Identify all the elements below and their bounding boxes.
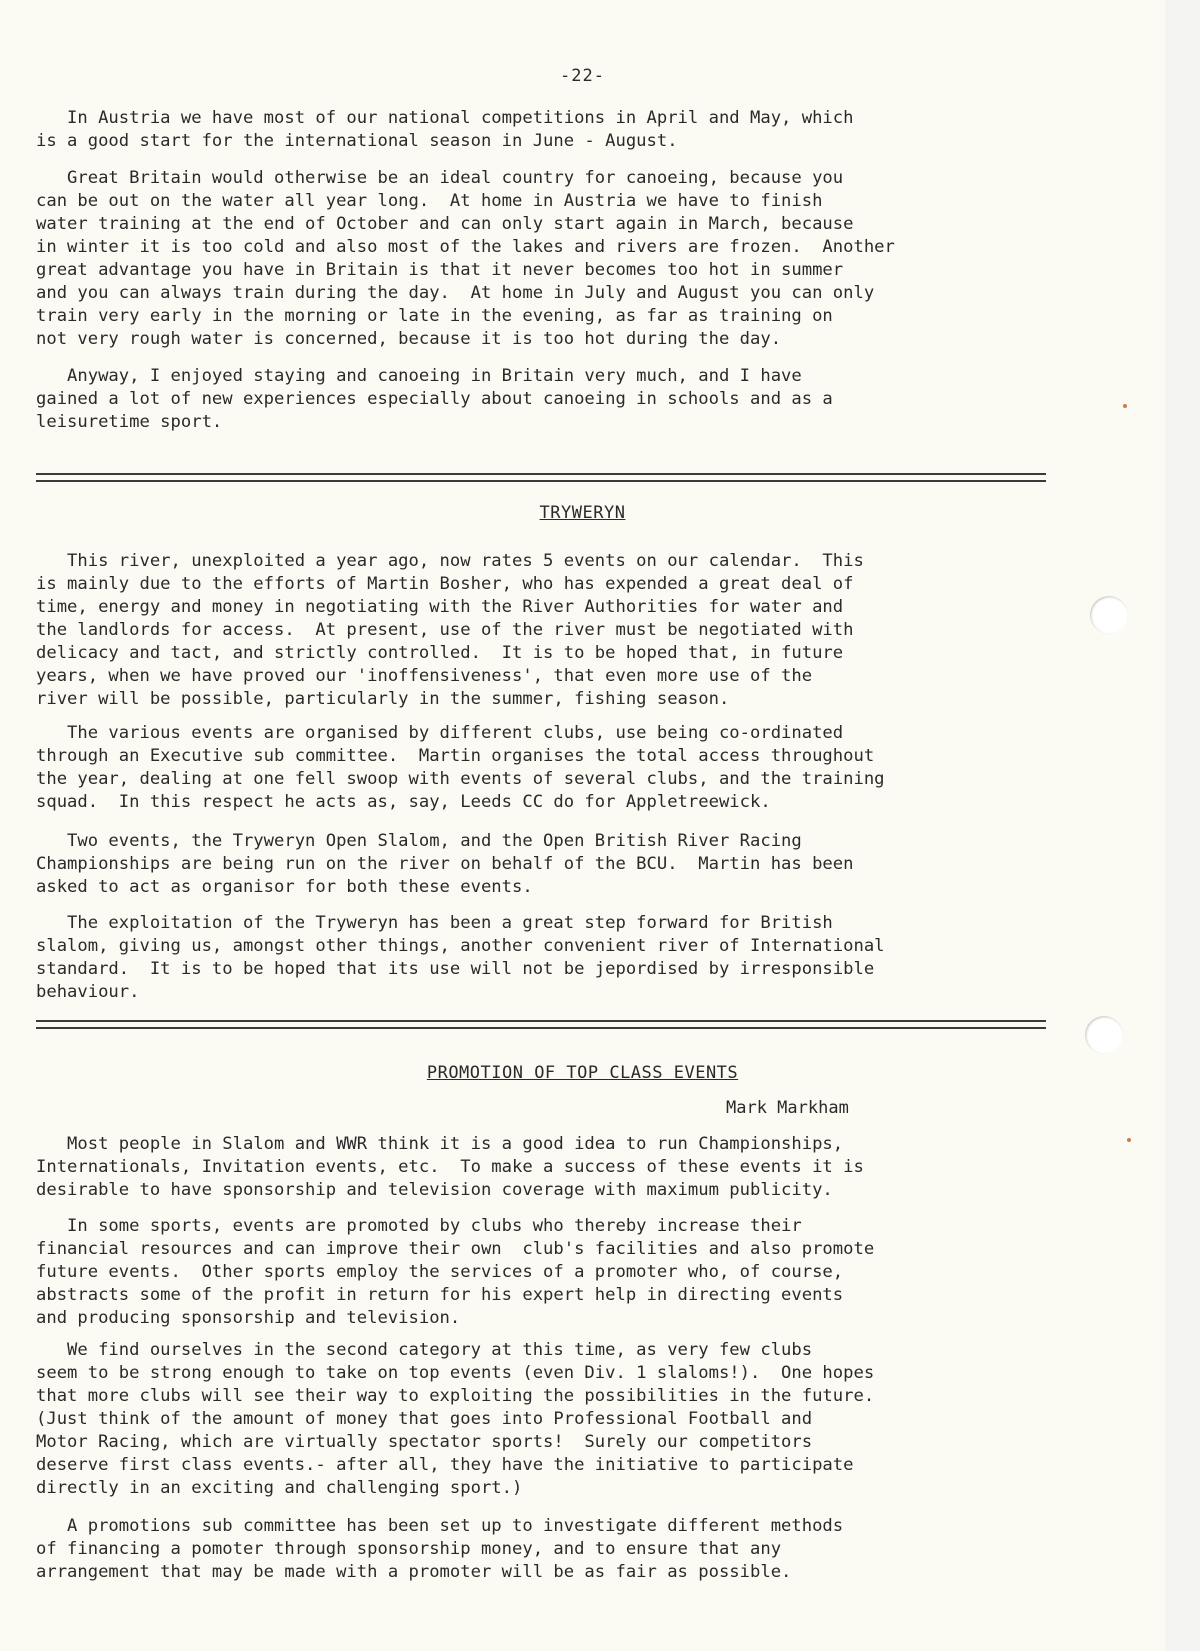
text-line: asked to act as organisor for both these events. [36, 877, 533, 897]
text-line: is a good start for the international season in June - August. [36, 131, 678, 151]
tryweryn-para-4 [36, 912, 1046, 1004]
text-line: Motor Racing, which are virtually spectator sports! Surely our competitors [36, 1432, 813, 1452]
author-name: Mark Markham [726, 1098, 849, 1118]
promotion-para-4 [36, 1515, 1046, 1584]
promotion-para-2 [36, 1215, 1046, 1330]
paper-mark [1127, 1138, 1131, 1142]
promotion-para-3 [36, 1339, 1046, 1500]
text-line: leisuretime sport. [36, 412, 223, 432]
text-line: The various events are organised by different clubs, use being co-ordinated [36, 723, 844, 743]
text-line: water training at the end of October and can only start again in March, because [36, 214, 854, 234]
text-line: abstracts some of the profit in return for his expert help in directing events [36, 1285, 844, 1305]
intro-para-2 [36, 167, 1046, 351]
text-line: In Austria we have most of our national competitions in April and May, which [36, 108, 854, 128]
text-line: Internationals, Invitation events, etc. To make a success of these events it is [36, 1157, 864, 1177]
text-line: desirable to have sponsorship and television coverage with maximum publicity. [36, 1180, 833, 1200]
text-line: and you can always train during the day. At home in July and August you can only [36, 283, 875, 303]
page-number: -22- [560, 66, 605, 86]
text-line: This river, unexploited a year ago, now rates 5 events on our calendar. This [36, 551, 864, 571]
text-line: arrangement that may be made with a promoter will be as fair as possible. [36, 1562, 792, 1582]
text-line: time, energy and money in negotiating with the River Authorities for water and [36, 597, 844, 617]
punch-hole-bottom [1085, 1016, 1123, 1054]
text-line: The exploitation of the Tryweryn has been a great step forward for British [36, 913, 833, 933]
text-line: delicacy and tact, and strictly controlled. It is to be hoped that, in future [36, 643, 844, 663]
text-line: years, when we have proved our 'inoffensiveness', that even more use of the [36, 666, 813, 686]
text-line: deserve first class events.- after all, they have the initiative to participate [36, 1455, 854, 1475]
text-line: great advantage you have in Britain is that it never becomes too hot in summer [36, 260, 844, 280]
text-line: A promotions sub committee has been set up to investigate different methods [36, 1516, 844, 1536]
text-line: slalom, giving us, amongst other things, another convenient river of International [36, 936, 885, 956]
text-line: squad. In this respect he acts as, say, Leeds CC do for Appletreewick. [36, 792, 771, 812]
text-line: is mainly due to the efforts of Martin Bosher, who has expended a great deal of [36, 574, 854, 594]
text-line: Anyway, I enjoyed staying and canoeing in Britain very much, and I have [36, 366, 802, 386]
text-line: behaviour. [36, 982, 140, 1002]
text-line: through an Executive sub committee. Martin organises the total access throughout [36, 746, 875, 766]
tryweryn-para-3 [36, 830, 1046, 899]
text-line: directly in an exciting and challenging sport.) [36, 1478, 523, 1498]
text-line: Two events, the Tryweryn Open Slalom, and the Open British River Racing [36, 831, 802, 851]
text-line: In some sports, events are promoted by clubs who thereby increase their [36, 1216, 802, 1236]
promotion-heading: PROMOTION OF TOP CLASS EVENTS [426, 1063, 739, 1083]
section-divider [36, 1020, 1046, 1029]
text-line: future events. Other sports employ the services of a promoter who, of course, [36, 1262, 844, 1282]
text-line: We find ourselves in the second category at this time, as very few clubs [36, 1340, 813, 1360]
tryweryn-para-2 [36, 722, 1046, 814]
text-line: Most people in Slalom and WWR think it is a good idea to run Championships, [36, 1134, 844, 1154]
text-line: the year, dealing at one fell swoop with events of several clubs, and the training [36, 769, 885, 789]
text-line: that more clubs will see their way to exploiting the possibilities in the future. [36, 1386, 875, 1406]
text-line: standard. It is to be hoped that its use will not be jepordised by irresponsible [36, 959, 875, 979]
text-line: Great Britain would otherwise be an ideal country for canoeing, because you [36, 168, 844, 188]
text-line: not very rough water is concerned, because it is too hot during the day. [36, 329, 782, 349]
text-line: can be out on the water all year long. At home in Austria we have to finish [36, 191, 823, 211]
text-line: (Just think of the amount of money that goes into Professional Football and [36, 1409, 813, 1429]
text-line: in winter it is too cold and also most of the lakes and rivers are frozen. Another [36, 237, 895, 257]
paper-mark [1123, 404, 1127, 408]
text-line: gained a lot of new experiences especially about canoeing in schools and as a [36, 389, 833, 409]
intro-para-3 [36, 365, 1046, 434]
section-divider [36, 473, 1046, 482]
text-line: Championships are being run on the river on behalf of the BCU. Martin has been [36, 854, 854, 874]
intro-para-1 [36, 107, 1046, 153]
punch-hole-top [1090, 596, 1128, 634]
tryweryn-heading: TRYWERYN [539, 503, 626, 523]
text-line: train very early in the morning or late in the evening, as far as training on [36, 306, 833, 326]
text-line: the landlords for access. At present, use of the river must be negotiated with [36, 620, 854, 640]
tryweryn-para-1 [36, 550, 1046, 711]
promotion-para-1 [36, 1133, 1046, 1202]
text-line: financial resources and can improve their own club's facilities and also promote [36, 1239, 875, 1259]
text-line: seem to be strong enough to take on top events (even Div. 1 slaloms!). One hopes [36, 1363, 875, 1383]
page-edge [1165, 0, 1200, 1651]
text-line: and producing sponsorship and television. [36, 1308, 461, 1328]
text-line: of financing a pomoter through sponsorship money, and to ensure that any [36, 1539, 782, 1559]
text-line: river will be possible, particularly in the summer, fishing season. [36, 689, 730, 709]
